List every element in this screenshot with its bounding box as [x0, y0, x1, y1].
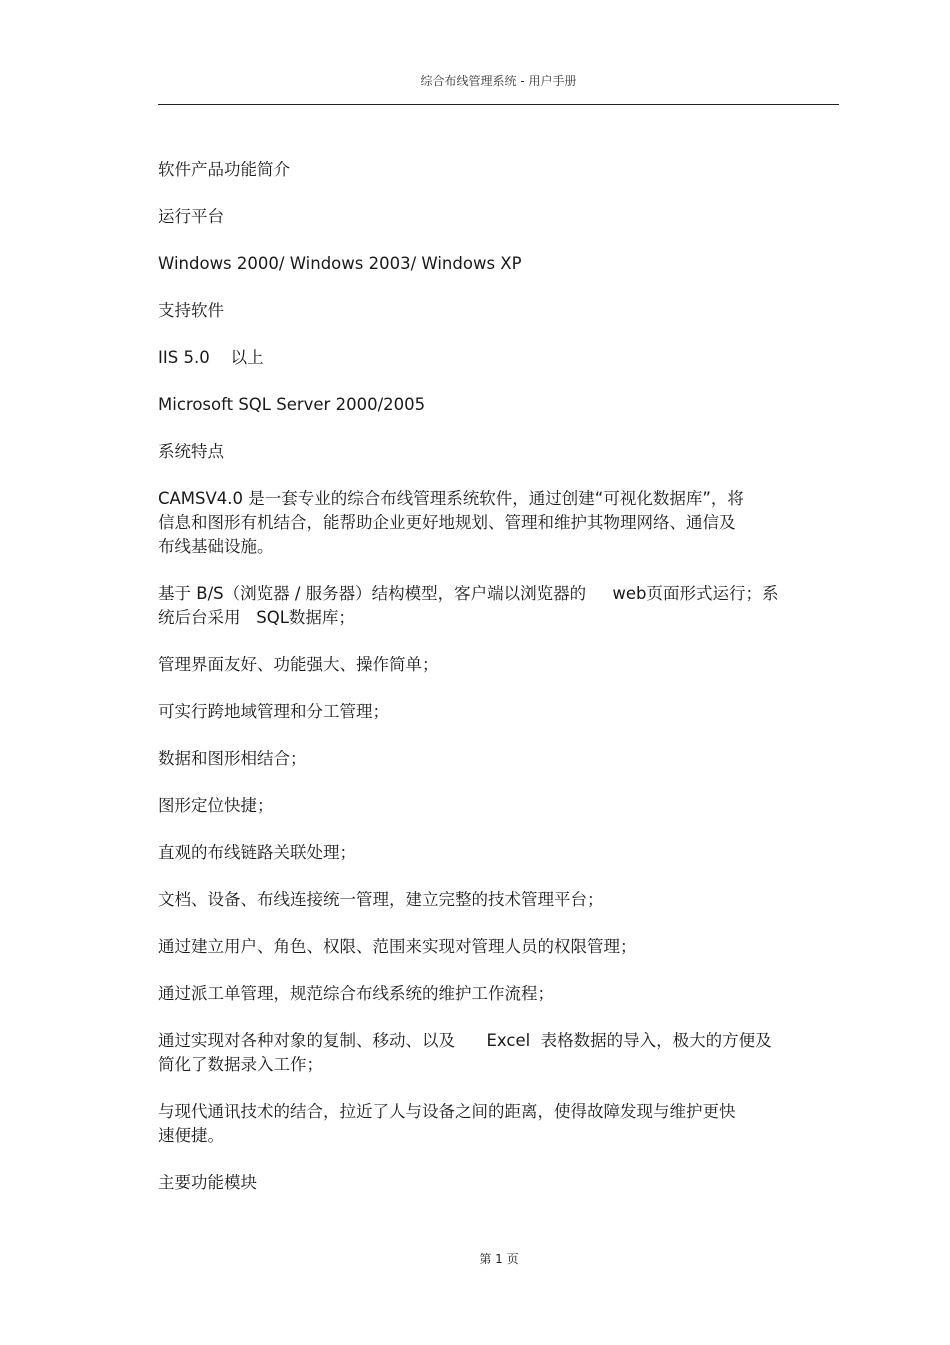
feature-paragraph	[158, 653, 830, 677]
text-line: 主要功能模块	[158, 1173, 257, 1192]
text-line: 支持软件	[158, 301, 224, 320]
text-line: 软件产品功能简介	[158, 160, 290, 179]
section-heading-modules	[158, 1171, 830, 1195]
text-line: 图形定位快捷；	[158, 796, 274, 815]
header-rule	[158, 104, 839, 105]
text-line: 与现代通讯技术的结合，拉近了人与设备之间的距离，使得故障发现与维护更快	[158, 1102, 736, 1121]
platform-list	[158, 252, 830, 276]
text-line: Microsoft SQL Server 2000/2005	[158, 395, 426, 414]
text-line: 文档、设备、布线连接统一管理，建立完整的技术管理平台；	[158, 890, 604, 909]
text-line: 数据和图形相结合；	[158, 749, 307, 768]
section-heading-features	[158, 440, 830, 464]
section-heading-intro	[158, 158, 830, 182]
software-sql	[158, 393, 830, 417]
feature-paragraph	[158, 747, 830, 771]
feature-paragraph	[158, 888, 830, 912]
feature-paragraph	[158, 487, 830, 559]
text-line: 通过建立用户、角色、权限、范围来实现对管理人员的权限管理；	[158, 937, 637, 956]
document-body	[158, 158, 830, 1218]
text-line: 通过派工单管理，规范综合布线系统的维护工作流程；	[158, 984, 554, 1003]
feature-paragraph	[158, 582, 830, 630]
feature-paragraph	[158, 794, 830, 818]
text-line: 布线基础设施。	[158, 537, 274, 556]
text-line: 通过实现对各种对象的复制、移动、以及 Excel 表格数据的导入，极大的方便及	[158, 1031, 772, 1050]
text-line: 可实行跨地域管理和分工管理；	[158, 702, 389, 721]
text-line: Windows 2000/ Windows 2003/ Windows XP	[158, 254, 522, 273]
feature-paragraph	[158, 841, 830, 865]
text-line: 管理界面友好、功能强大、操作简单；	[158, 655, 439, 674]
feature-paragraph	[158, 1100, 830, 1148]
page-header: 综合布线管理系统 - 用户手册	[420, 74, 577, 88]
text-line: IIS 5.0 以上	[158, 348, 264, 367]
feature-paragraph	[158, 1029, 830, 1077]
text-line: 运行平台	[158, 207, 224, 226]
text-line: 直观的布线链路关联处理；	[158, 843, 356, 862]
section-heading-software	[158, 299, 830, 323]
text-line: CAMSV4.0 是一套专业的综合布线管理系统软件，通过创建“可视化数据库”，将	[158, 489, 744, 508]
text-line: 统后台采用 SQL数据库；	[158, 608, 355, 627]
feature-paragraph	[158, 982, 830, 1006]
feature-paragraph	[158, 700, 830, 724]
text-line: 基于 B/S（浏览器 / 服务器）结构模型，客户端以浏览器的 web页面形式运行；系	[158, 584, 779, 603]
text-line: 信息和图形有机结合，能帮助企业更好地规划、管理和维护其物理网络、通信及	[158, 513, 736, 532]
text-line: 系统特点	[158, 442, 224, 461]
page-number: 第 1 页	[479, 1252, 519, 1266]
text-line: 速便捷。	[158, 1126, 224, 1145]
software-iis	[158, 346, 830, 370]
text-line: 简化了数据录入工作；	[158, 1055, 323, 1074]
section-heading-platform	[158, 205, 830, 229]
feature-paragraph	[158, 935, 830, 959]
